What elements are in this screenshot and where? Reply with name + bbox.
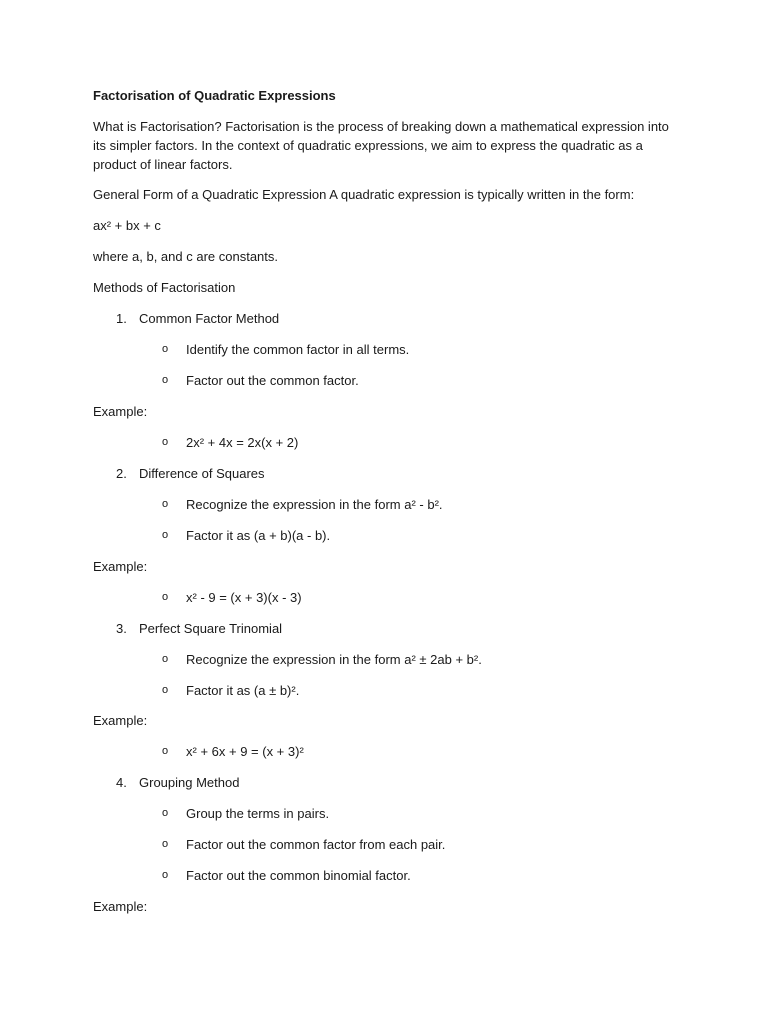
- method-step-text: Factor it as (a + b)(a - b).: [186, 528, 331, 543]
- method-step-text: Identify the common factor in all terms.: [186, 342, 410, 357]
- example-expression: x² - 9 = (x + 3)(x - 3): [186, 590, 302, 605]
- general-form-expression: ax² + bx + c: [93, 218, 161, 233]
- bullet-icon: o: [162, 653, 169, 665]
- bullet-icon: o: [162, 838, 169, 850]
- bullet-icon: o: [162, 436, 169, 448]
- bullet-icon: o: [162, 869, 169, 881]
- example-label: Example:: [93, 713, 148, 728]
- method-step-text: Recognize the expression in the form a² - b².: [186, 497, 443, 512]
- method-number: 3.: [116, 621, 127, 636]
- method-name: Grouping Method: [139, 775, 240, 790]
- bullet-icon: o: [162, 374, 169, 386]
- example-label: Example:: [93, 899, 148, 914]
- bullet-icon: o: [162, 591, 169, 603]
- methods-heading: Methods of Factorisation: [93, 280, 236, 295]
- method-step-text: Factor it as (a ± b)².: [186, 683, 300, 698]
- method-number: 2.: [116, 466, 127, 481]
- method-step-text: Factor out the common factor.: [186, 373, 359, 388]
- example-expression: x² + 6x + 9 = (x + 3)²: [186, 744, 304, 759]
- method-name: Difference of Squares: [139, 466, 265, 481]
- bullet-icon: o: [162, 684, 169, 696]
- bullet-icon: o: [162, 807, 169, 819]
- general-form-heading: General Form of a Quadratic Expression A quadratic expression is typically written in the form:: [93, 187, 635, 202]
- document-title: Factorisation of Quadratic Expressions: [93, 88, 336, 103]
- bullet-icon: o: [162, 343, 169, 355]
- method-step-text: Recognize the expression in the form a² ± 2ab + b².: [186, 652, 482, 667]
- method-number: 4.: [116, 775, 127, 790]
- method-name: Perfect Square Trinomial: [139, 621, 283, 636]
- bullet-icon: o: [162, 745, 169, 757]
- constants-note: where a, b, and c are constants.: [93, 249, 278, 264]
- example-expression: 2x² + 4x = 2x(x + 2): [186, 435, 299, 450]
- method-number: 1.: [116, 311, 127, 326]
- intro-paragraph: What is Factorisation? Factorisation is the process of breaking down a mathematical expression into its simpler factors. In the context of quadratic expressions, we aim to express the quadratic as a product of linear factors.: [93, 119, 669, 172]
- bullet-icon: o: [162, 529, 169, 541]
- method-step-text: Group the terms in pairs.: [186, 806, 330, 821]
- example-label: Example:: [93, 559, 148, 574]
- bullet-icon: o: [162, 498, 169, 510]
- method-name: Common Factor Method: [139, 311, 280, 326]
- method-step-text: Factor out the common factor from each pair.: [186, 837, 446, 852]
- example-label: Example:: [93, 404, 148, 419]
- method-step-text: Factor out the common binomial factor.: [186, 868, 411, 883]
